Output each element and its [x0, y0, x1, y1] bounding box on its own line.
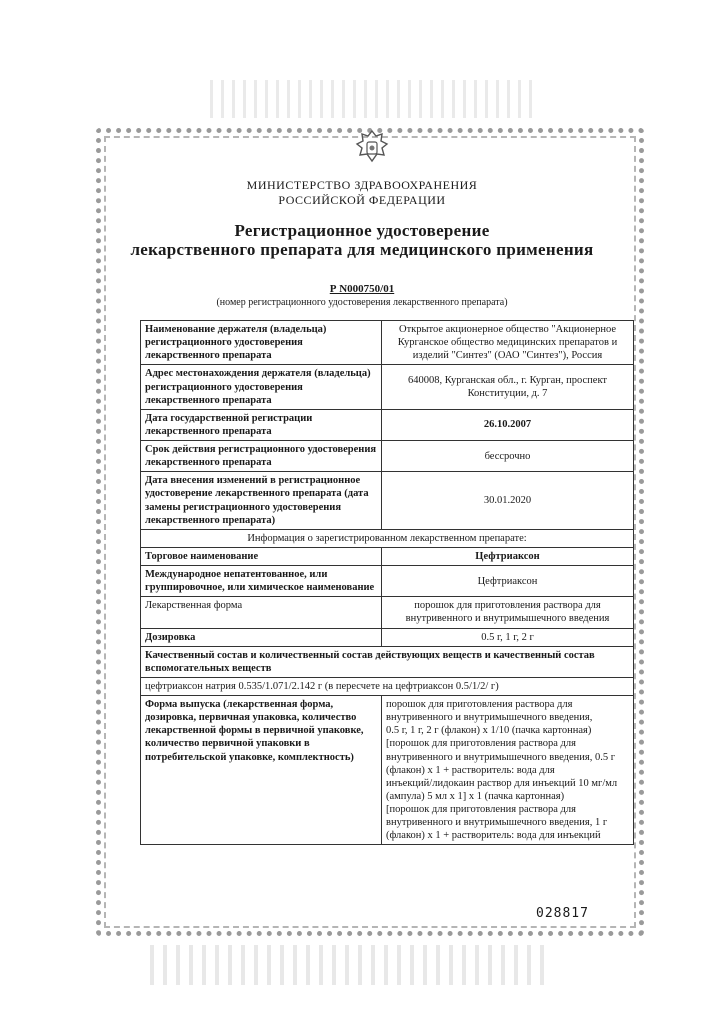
scan-noise-top [210, 80, 540, 118]
release-form-label: Форма выпуска (лекарственная форма, дозировка, первичная упаковка, количество лекарственной формы в первичной упаковке, количество первичной упаковки в потребительской упаковке, комплектность) [141, 696, 382, 845]
table-row [141, 646, 634, 677]
release-form-line: [порошок для приготовления раствора для [386, 738, 576, 750]
inn-label: Международное непатентованное, или группировочное, или химическое наименование [141, 566, 382, 597]
trade-name-label: Торговое наименование [141, 547, 382, 565]
holder-address-value: 640008, Курганская обл., г. Курган, проспект Конституции, д. 7 [382, 365, 634, 409]
dosage-label: Дозировка [141, 628, 382, 646]
table-row [141, 409, 634, 440]
changes-date-label: Дата внесения изменений в регистрационное удостоверение лекарственного препарата (дата замены регистрационного удостоверения лекарственного препарата) [141, 472, 382, 530]
dosage-value: 0.5 г, 1 г, 2 г [382, 628, 634, 646]
table-row [141, 597, 634, 628]
release-form-line: (флакон) х 1 + растворитель: вода для инъекций [386, 830, 601, 842]
drug-section-caption: Информация о зарегистрированном лекарственном препарате: [141, 529, 634, 547]
validity-value: бессрочно [382, 441, 634, 472]
table-row [141, 566, 634, 597]
coat-of-arms-emblem-icon [352, 128, 392, 168]
changes-date-value: 30.01.2020 [382, 472, 634, 530]
ministry-name-line1: МИНИСТЕРСТВО ЗДРАВООХРАНЕНИЯ [246, 178, 478, 192]
table-row [141, 321, 634, 365]
release-form-line: внутривенного и внутримышечного введения, 1 г [386, 817, 608, 829]
registration-date-label: Дата государственной регистрации лекарственного препарата [141, 409, 382, 440]
table-row [141, 529, 634, 547]
release-form-line: 0.5 г, 1 г, 2 г (флакон) х 1/10 (пачка картонная) [386, 725, 592, 737]
table-row [141, 472, 634, 530]
release-form-line: (флакон) х 1 + растворитель: вода для [386, 764, 555, 776]
scan-noise-bottom [150, 945, 550, 985]
table-row [141, 547, 634, 565]
registration-number-caption: (номер регистрационного удостоверения лекарственного препарата) [216, 297, 508, 308]
table-row [141, 365, 634, 409]
registration-table [140, 320, 634, 845]
release-form-line: внутривенного и внутримышечного введения, 0.5 г [386, 751, 616, 763]
holder-address-label: Адрес местонахождения держателя (владельца) регистрационного удостоверения лекарственного препарата [141, 365, 382, 409]
release-form-line: инъекций/лидокаин раствор для инъекций 10 мг/мл [386, 777, 618, 789]
registration-date-value: 26.10.2007 [382, 409, 634, 440]
table-row [141, 677, 634, 695]
trade-name-value: Цефтриаксон [382, 547, 634, 565]
table-row [141, 441, 634, 472]
serial-number: 028817 [536, 906, 589, 921]
validity-label: Срок действия регистрационного удостоверения лекарственного препарата [141, 441, 382, 472]
release-form-line: порошок для приготовления раствора для [386, 699, 573, 710]
release-form-line: внутривенного и внутримышечного введения, [386, 712, 593, 724]
dosage-form-value: порошок для приготовления раствора для внутривенного и внутримышечного введения [382, 597, 634, 628]
composition-value: цефтриаксон натрия 0.535/1.071/2.142 г (в пересчете на цефтриаксон 0.5/1/2/ г) [141, 677, 634, 695]
release-form-line: [порошок для приготовления раствора для [386, 804, 576, 815]
ministry-name-line2: РОССИЙСКОЙ ФЕДЕРАЦИИ [278, 193, 446, 207]
table-row [141, 696, 634, 845]
composition-label: Качественный состав и количественный состав действующих веществ и качественный состав вспомогательных веществ [141, 646, 634, 677]
holder-name-value: Открытое акционерное общество "Акционерное Курганское общество медицинских препаратов и изделий "Синтез" (ОАО "Синтез"), Россия [382, 321, 634, 365]
table-row [141, 628, 634, 646]
holder-name-label: Наименование держателя (владельца) регистрационного удостоверения лекарственного препарата [141, 321, 382, 365]
release-form-value [382, 696, 634, 845]
registration-number: Р N000750/01 [329, 283, 395, 295]
inn-value: Цефтриаксон [382, 566, 634, 597]
release-form-line: (ампула) 5 мл х 1] х 1 (пачка картонная) [386, 790, 565, 802]
document-title-line1: Регистрационное удостоверение [234, 221, 490, 240]
dosage-form-label: Лекарственная форма [141, 597, 382, 628]
document-title-line2: лекарственного препарата для медицинского применения [130, 240, 594, 259]
